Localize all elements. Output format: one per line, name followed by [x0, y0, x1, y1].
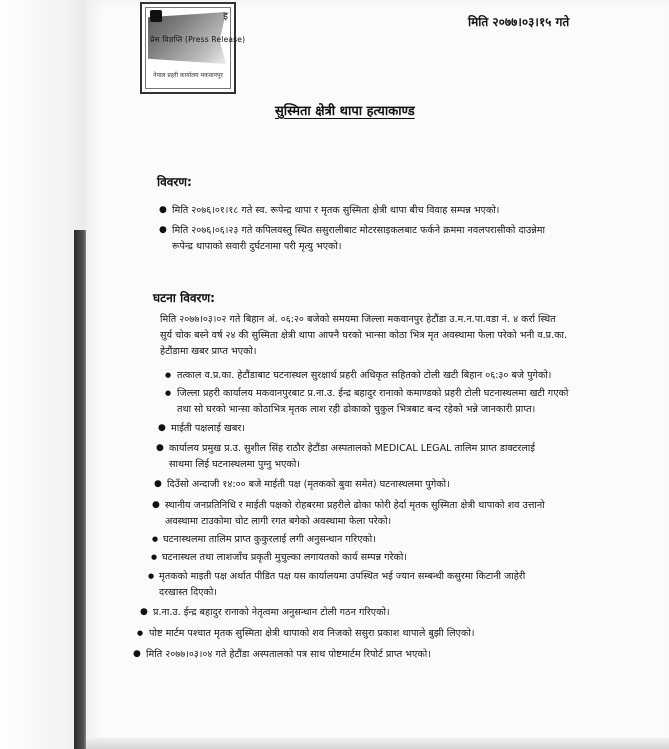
incident-item-6-line-2: अवस्थामा टाउकोमा चोट लागी रगत बगेको अवस्थामा फेला परेको।	[165, 516, 392, 527]
bullet-icon	[159, 204, 167, 217]
bullet-icon	[140, 606, 148, 619]
incident-intro-line-1: मिति २०७७।०३।०२ गते बिहान अं. ०६:२० बजेको समयमा जिल्ला मकवानपुर हेटौंडा उ.म.न.पा.वडा नं. ४ कर्रा स्थित	[160, 314, 556, 325]
incident-item-8-line-1: घटनास्थल तथा लाशजाँच प्रकृती मुचुल्का लगायतको कार्य सम्पन्न गरेको।	[162, 552, 407, 563]
incident-intro-line-3: हेटौंडामा खबर प्राप्त भएको।	[160, 346, 257, 357]
document-date: मिति २०७७।०३।१५ गते	[468, 15, 570, 29]
bullet-icon	[156, 442, 164, 455]
incident-item-10-line-1: प्र.ना.उ. ईन्द्र बहादुर रानाको नेतृत्वमा अनुसन्धान टोली गठन गरिएको।	[153, 607, 390, 618]
press-release-logo	[140, 2, 246, 94]
bullet-icon	[154, 478, 162, 491]
details-item-2-line-1: मिति २०७६।०६।२३ गते कपिलवस्तु स्थित ससुरालीबाट मोटरसाइकलबाट फर्कने क्रममा नवलपरासीको दाउन्नेमा	[172, 225, 545, 236]
document-title: सुस्मिता क्षेत्री थापा हत्याकाण्ड	[275, 104, 415, 119]
incident-item-4-line-2: साथमा लिई घटनास्थलमा पुग्नु भएको।	[169, 459, 300, 470]
incident-item-1-line-1: तत्काल व.प्र.का. हेटौंडाबाट घटनास्थल सुरक्षार्थ प्रहरी अधिकृत सहितको टोली खटी बिहान ०६:३० बजे पुगेको।	[177, 370, 552, 381]
emblem-icon	[150, 10, 162, 22]
incident-item-5-line-1: दिउँसो अन्दाजी १४:०० बजे माईती पक्ष (मृतकको बुवा समेत) घटनास्थलमा पुगेको।	[167, 479, 450, 490]
incident-item-7-line-1: घटनास्थलमा तालिम प्राप्त कुकुरलाई लगी अनुसन्धान गरिएको।	[163, 534, 376, 545]
logo-caption: नेपाल प्रहरी कार्यालय मकवानपुर	[153, 72, 223, 79]
incident-heading: घटना विवरण:	[153, 291, 215, 305]
logo-heading: प्रेस विज्ञप्ति (Press Release)	[150, 35, 246, 44]
incident-item-12-line-1: मिति २०७७।०३।०४ गते हेटौंडा अस्पतालको पत्र साथ पोष्टमार्टम रिपोर्ट प्राप्त भएको।	[146, 649, 431, 660]
incident-item-2-line-2: तथा सो घरको भान्सा कोठाभित्र मृतक लाश रही ढोकाको चुकुल भित्रबाट बन्द रहेको भन्ने जानकारी प्राप्त।	[177, 404, 536, 415]
bullet-icon	[133, 648, 141, 661]
details-heading: विवरण:	[157, 175, 192, 189]
incident-item-9-line-2: दरखास्त दिएको।	[159, 587, 217, 598]
incident-item-11-line-1: पोष्ट मार्टम पश्चात मृतक सुस्मिता क्षेत्री थापाको शव निजको ससुरा प्रकाश थापाले बुझी लिएको।	[149, 628, 475, 639]
bullet-icon	[151, 551, 157, 564]
incident-intro-line-2: सुर्य चोक बस्ने वर्ष २४ की सुस्मिता क्षेत्री थापा आफ्नै घरको भान्सा कोठा भित्र मृत अवस्थामा फेला परेको भनी व.प्र.का.	[160, 330, 568, 341]
bullet-icon	[137, 627, 143, 640]
bullet-icon	[152, 533, 158, 546]
incident-item-3-line-1: माईती पक्षलाई खबर।	[171, 423, 245, 434]
incident-item-6-line-1: स्थानीय जनप्रतिनिधि र माईती पक्षको रोहबरमा प्रहरीले ढोका फोरी हेर्दा मृतक सुस्मिता क्षेत्री थापाको शव उत्तानो	[165, 500, 545, 511]
details-item-2-line-2: रूपेन्द्र थापाको सवारी दुर्घटनामा परी मृत्यु भएको।	[172, 241, 342, 252]
bullet-icon	[158, 422, 166, 435]
page-bottom-edge	[86, 738, 669, 749]
bullet-icon	[148, 570, 154, 583]
incident-item-2-line-1: जिल्ला प्रहरी कार्यालय मकवानपुरबाट प्र.ना.उ. ईन्द्र बहादुर रानाको कमाण्डको प्रहरी टोली घटनास्थलमा खटी गएको	[177, 388, 569, 399]
logo-mark: इ	[223, 11, 228, 22]
bullet-icon	[152, 499, 160, 512]
details-item-1-line-1: मिति २०७६।०१।१८ गते स्व. रूपेन्द्र थापा र मृतक सुस्मिता क्षेत्री थापा बीच विवाह सम्पन्न भएको।	[172, 205, 500, 216]
incident-item-9-line-1: मृतकको माइती पक्ष अर्थात पीडित पक्ष यस कार्यालयमा उपस्थित भई ज्यान सम्बन्धी कसुरमा किटानी जाहेरी	[159, 571, 526, 582]
incident-item-4-line-1: कार्यालय प्रमुख प्र.उ. सुशील सिंह राठौर हेटौंडा अस्पतालको MEDICAL LEGAL तालिम प्राप्त डाक्टरलाई	[169, 443, 535, 454]
bullet-icon	[159, 224, 167, 237]
bullet-icon	[165, 387, 171, 400]
bullet-icon	[165, 369, 171, 382]
